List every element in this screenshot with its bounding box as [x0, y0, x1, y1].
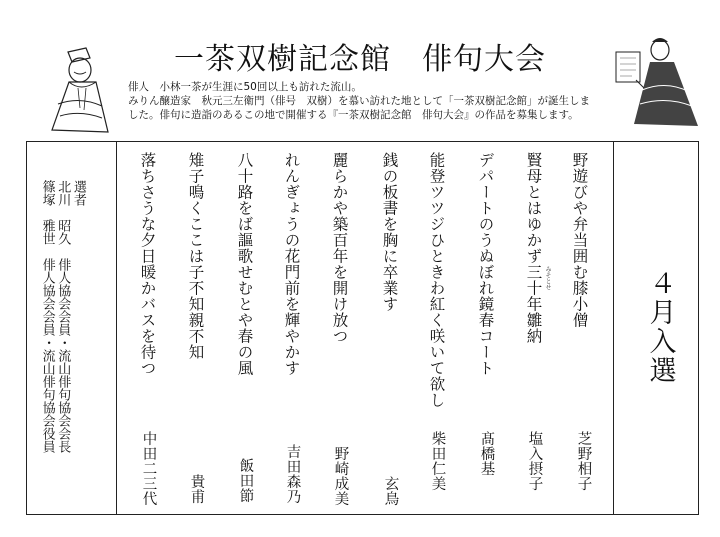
poem-author: 飯田節 — [237, 458, 254, 503]
poem-text: 落ちさうな夕日暖かバスを待つ — [138, 152, 157, 376]
poem-ruby: みそとせ — [544, 266, 551, 290]
selectors-heading: 選者 — [70, 180, 86, 206]
month-label: ４月入選 — [644, 269, 676, 385]
selector-divider — [116, 142, 117, 514]
selector-line: 北川 昭久 俳人協会会員・流山俳句協会会長 — [55, 180, 71, 453]
selectors-block — [40, 180, 85, 480]
poem-text: 野遊びや弁当囲む膝小僧 — [570, 152, 589, 328]
intro-line: した。俳句に造詣のあるこの地で開催する『一茶双樹記念館 俳句大会』の作品を募集します。 — [128, 109, 579, 121]
poem-author: 貴甫 — [188, 474, 205, 504]
month-divider — [613, 142, 614, 514]
poem-text: 雉子鳴くここは子不知親不知 — [186, 152, 205, 360]
selector-line: 篠塚 雅世 俳人協会会員・流山俳句協会役員 — [39, 180, 55, 453]
intro-line: みりん醸造家 秋元三左衛門（俳号 双樹）を慕い訪れた地として「一茶双樹記念館」が誕生しま — [128, 95, 590, 107]
poem-text: 八十路をば謳歌せむとや春の風 — [235, 152, 254, 376]
poem-author: 野崎成美 — [332, 446, 349, 506]
poem-author: 髙橋基 — [478, 431, 495, 476]
poem-text: デパートのうぬぼれ鏡春コート — [476, 152, 495, 376]
poem-text: 能登ツツジひときわ紅く咲いて欲し — [427, 152, 446, 408]
poem-text: 賢母とはゆかず三十年雛納 — [524, 152, 543, 344]
poem-author: 塩入摂子 — [526, 431, 543, 491]
intro-line: 俳人 小林一茶が生涯に50回以上も訪れた流山。 — [128, 81, 362, 93]
poem-text: 銭の板書を胸に卒業す — [380, 152, 399, 312]
soju-portrait-icon — [612, 32, 704, 130]
poem-text: れんぎょうの花門前を輝やかす — [282, 152, 301, 376]
poem-author: 玄鳥 — [382, 476, 399, 506]
poem-author: 吉田森乃 — [284, 444, 301, 504]
issa-portrait-icon — [38, 44, 120, 136]
poem-author: 中田二三代 — [140, 431, 157, 506]
poem-author: 芝野相子 — [575, 431, 592, 491]
poem-frame — [26, 141, 699, 515]
poem-text: 麗らかや築百年を開け放つ — [330, 152, 349, 344]
page-title: 一茶双樹記念館 俳句大会 — [174, 42, 546, 77]
intro-text — [128, 80, 614, 122]
poem-author: 柴田仁美 — [429, 431, 446, 491]
